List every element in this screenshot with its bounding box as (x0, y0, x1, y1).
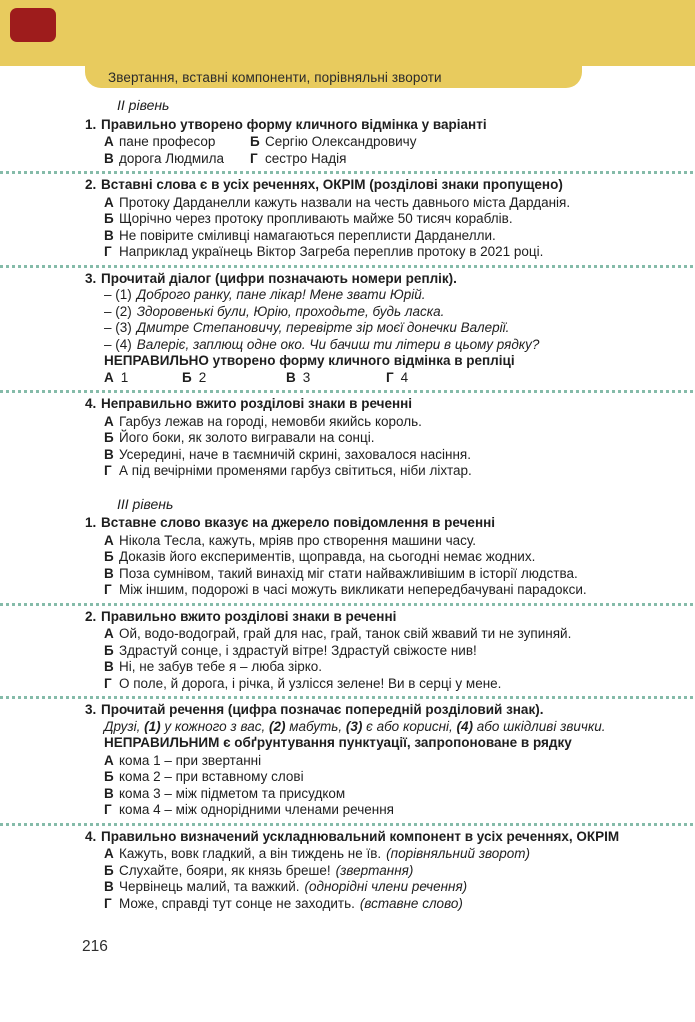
question-title: 4. Правильно визначений ускладнювальний компонент в усіх реченнях, ОКРІМ (85, 828, 620, 844)
option-letter: Б (104, 862, 114, 878)
option-row (104, 414, 677, 431)
dialog-number: – (3) (104, 320, 132, 335)
option-row (104, 879, 677, 896)
option-text: кома 2 – при вставному слові (119, 769, 304, 784)
option-text: Слухайте, бояри, як князь бреше! (звертання) (119, 862, 414, 878)
question (85, 515, 677, 599)
option-row (104, 802, 677, 819)
option-text: Може, справді тут сонце не заходить. (вставне слово) (119, 895, 463, 911)
page-number: 216 (82, 938, 108, 955)
dotted-divider (0, 390, 695, 393)
page-content (0, 88, 695, 914)
option-text: Поза сумнівом, такий винахід міг стати найважливішим в історії людства. (119, 565, 578, 581)
option-row (104, 863, 677, 880)
option-text: Червінець малий, та важкий. (однорідні члени речення) (119, 879, 468, 894)
question-number: 3. (85, 702, 97, 717)
corner-tab (10, 8, 56, 42)
option-text: Між іншим, подорожі в часі можуть викликати непередбачувані парадокси. (119, 582, 587, 597)
answer-cell: А 1 (104, 369, 129, 385)
question-title: 2. Правильно вжито розділові знаки в реченні (85, 608, 397, 624)
option-note: (вставне слово) (359, 895, 463, 911)
dotted-divider (0, 696, 695, 699)
option-letter: Б (104, 549, 114, 564)
option-letter: В (104, 879, 114, 894)
question-title: 4. Неправильно вжито розділові знаки в реченні (85, 396, 413, 411)
option-letter: В (104, 227, 114, 243)
option-row (104, 769, 677, 786)
option-row (104, 151, 250, 168)
option-text: кома 3 – між підметом та присудком (119, 785, 346, 801)
option-letter: Г (104, 675, 112, 691)
option-row (104, 643, 677, 660)
question-title: 2. Вставні слова є в усіх реченнях, ОКРІМ (розділові знаки пропущено) (85, 177, 563, 192)
option-row (104, 753, 677, 770)
option-row (104, 533, 677, 550)
option-letter: Г (104, 463, 112, 478)
chapter-title: Звертання, вставні компоненти, порівняльні звороти (108, 69, 442, 85)
answer-cell: В 3 (286, 369, 311, 385)
question-number: 2. (85, 608, 97, 624)
option-row (104, 786, 677, 803)
option-note: (звертання) (335, 862, 414, 878)
answers-row (85, 370, 677, 387)
option-letter: Г (104, 582, 112, 597)
option-letter: А (104, 626, 114, 641)
option-text: Усередині, наче в таємничій скрині, заховалося насіння. (119, 446, 471, 462)
option-letter: В (104, 446, 114, 462)
dotted-divider (0, 603, 695, 606)
question (85, 829, 677, 913)
option-row (104, 549, 677, 566)
option-letter: А (104, 413, 114, 429)
option-letter: В (104, 150, 114, 166)
option-text: Щорічно через протоку пропливають майже 50 тисяч кораблів. (119, 211, 513, 226)
header-band (0, 0, 695, 66)
option-row (104, 659, 677, 676)
option-text: Кажуть, вовк гладкий, а він тиждень не їв. (порівняльний зворот) (119, 846, 530, 861)
dialog-number: – (2) (104, 303, 132, 319)
options (85, 134, 677, 167)
options (85, 626, 677, 692)
options (85, 533, 677, 599)
example-sentence: Друзі, (1) у кожного з вас, (2) мабуть, (3) є або корисні, (4) або шкідливі звички. (104, 718, 606, 734)
option-text: кома 1 – при звертанні (119, 752, 262, 768)
option-text: дорога Людмила (119, 150, 225, 166)
option-text: Гарбуз лежав на городі, немовби якийсь король. (119, 413, 422, 429)
option-letter: Г (104, 895, 112, 911)
option-text: Доказів його експериментів, щоправда, на сьогодні немає жодних. (119, 549, 536, 564)
answer-cell: Б 2 (182, 369, 207, 385)
option-text: Його боки, як золото вигравали на сонці. (119, 430, 375, 445)
question-title: 3. Прочитай речення (цифра позначає попередній розділовий знак). (85, 702, 544, 717)
question-number: 1. (85, 515, 97, 530)
option-row (104, 463, 677, 480)
option-row (104, 447, 677, 464)
option-text: Сергію Олександровичу (265, 134, 417, 149)
option-text: Ой, водо-водограй, грай для нас, грай, танок свій жвавий ти не зупиняй. (119, 626, 572, 641)
option-letter: Г (250, 150, 258, 166)
options (85, 846, 677, 912)
option-letter: Г (104, 802, 112, 817)
dialog-line: – (3) Дмитре Степановичу, перевірте зір моєї донечки Валерії. (104, 320, 510, 335)
option-letter: А (104, 194, 114, 210)
option-row (104, 676, 677, 693)
answer-cell: Г 4 (386, 369, 409, 385)
option-row (250, 134, 677, 151)
question-subtitle: НЕПРАВИЛЬНО утворено форму кличного відмінка в репліці (104, 353, 515, 368)
option-text: Наприклад українець Віктор Загреба переплив протоку в 2021 році. (119, 244, 544, 259)
option-text: пане професор (119, 134, 216, 149)
option-text: Протоку Дарданелли кажуть назвали на честь давнього міста Дарданія. (119, 194, 571, 210)
options (85, 753, 677, 819)
question (85, 609, 677, 693)
option-letter: Б (104, 430, 114, 445)
dotted-divider (0, 265, 695, 268)
dialog-number: – (1) (104, 287, 132, 302)
option-row (104, 626, 677, 643)
option-text: сестро Надія (265, 150, 347, 166)
question (85, 271, 677, 387)
question (85, 117, 677, 168)
option-letter: В (104, 785, 114, 801)
question-number: 3. (85, 270, 97, 286)
dotted-divider (0, 171, 695, 174)
option-row (104, 582, 677, 599)
option-letter: А (104, 752, 114, 768)
question-title: 1. Правильно утворено форму кличного відмінка у варіанті (85, 116, 487, 132)
option-row (104, 211, 677, 228)
question-title: 1. Вставне слово вказує на джерело повідомлення в реченні (85, 515, 495, 530)
question-number: 1. (85, 116, 97, 132)
option-row (250, 151, 677, 168)
option-text: О поле, й дорога, і річка, й узлісся зелене! Ви в серці у мене. (119, 675, 502, 691)
question (85, 177, 677, 261)
level-label: ІІ рівень (117, 97, 170, 113)
option-letter: А (104, 134, 114, 149)
option-letter: Б (250, 134, 260, 149)
option-text: кома 4 – між однорідними членами речення (119, 802, 394, 817)
question-number: 4. (85, 396, 97, 411)
dialog-line: – (1) Доброго ранку, пане лікар! Мене звати Юрій. (104, 287, 426, 302)
option-row (104, 566, 677, 583)
question-subtitle: НЕПРАВИЛЬНИМ є обґрунтування пунктуації, запропоноване в рядку (104, 735, 572, 750)
option-letter: В (104, 659, 114, 674)
options (85, 414, 677, 480)
options (85, 195, 677, 261)
option-text: Здрастуй сонце, і здрастуй вітре! Здрастуй свіжосте нив! (119, 642, 477, 658)
option-note: (однорідні члени речення) (304, 879, 468, 894)
question-number: 2. (85, 177, 97, 192)
option-row (104, 244, 677, 261)
option-letter: Б (104, 211, 114, 226)
option-row (104, 896, 677, 913)
option-letter: А (104, 532, 114, 548)
dialog-number: – (4) (104, 336, 132, 352)
option-text: Нікола Тесла, кажуть, мріяв про створення машини часу. (119, 532, 477, 548)
question (85, 702, 677, 819)
option-letter: Б (104, 769, 114, 784)
level-label: ІІІ рівень (117, 495, 174, 512)
option-letter: Б (104, 642, 114, 658)
option-text: Не повірите сміливці намагаються переплисти Дарданелли. (119, 227, 496, 243)
option-text: А під вечірніми променями гарбуз світиться, ніби ліхтар. (119, 463, 472, 478)
option-letter: Г (104, 244, 112, 259)
question (85, 396, 677, 480)
question-number: 4. (85, 828, 97, 844)
option-note: (порівняльний зворот) (386, 846, 530, 861)
dialog-line: – (2) Здоровенькі були, Юрію, проходьте, будь ласка. (104, 303, 445, 319)
chapter-title-tab (85, 66, 582, 88)
option-row (104, 430, 677, 447)
option-letter: А (104, 846, 114, 861)
option-text: Ні, не забув тебе я – люба зірко. (119, 659, 323, 674)
option-row (104, 228, 677, 245)
option-letter: В (104, 565, 114, 581)
dotted-divider (0, 823, 695, 826)
option-row (104, 195, 677, 212)
dialog-line: – (4) Валеріє, заплющ одне око. Чи бачиш ти літери в цьому рядку? (104, 336, 540, 352)
question-title: 3. Прочитай діалог (цифри позначають номери реплік). (85, 270, 457, 286)
option-row (104, 134, 250, 151)
option-row (104, 846, 677, 863)
